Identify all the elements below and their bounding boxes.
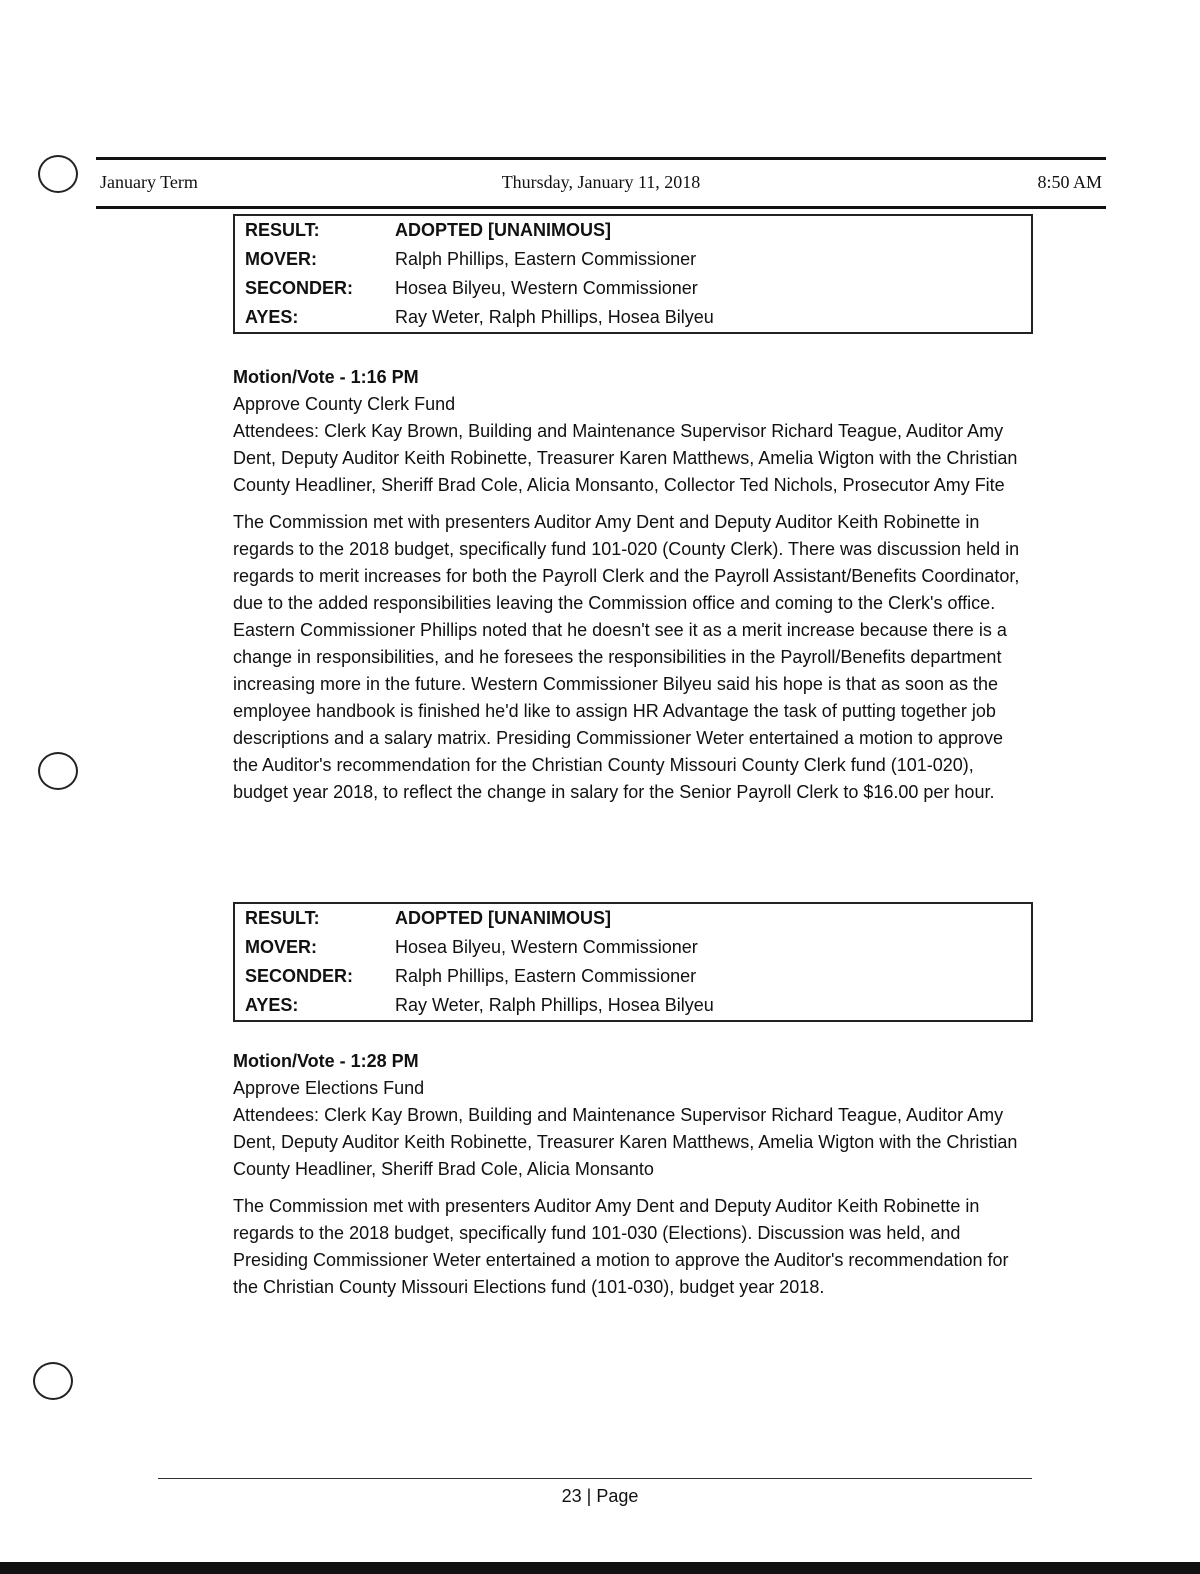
motion-body: The Commission met with presenters Auditor Amy Dent and Deputy Auditor Keith Robinette in regards to the 2018 budget, specifically fund 101-020 (County Clerk). There was discussion held in regards to merit increases for both the Payroll Clerk and the Payroll Assistant/Benefits Coordinator, due to the added responsibilities leaving the Commission office and coming to the Clerk's office. Eastern Commissioner Phillips noted that he doesn't see it as a merit increase because there is a change in responsibilities, and he foresees the responsibilities in the Payroll/Benefits department increasing more in the future. Western Commissioner Bilyeu said his hope is that as soon as the employee handbook is finished he'd like to assign HR Advantage the task of putting together job descriptions and a salary matrix. Presiding Commissioner Weter entertained a motion to approve the Auditor's recommendation for the Christian County Missouri County Clerk fund (101-020), budget year 2018, to reflect the change in salary for the Senior Payroll Clerk to $16.00 per hour. [233,512,1020,802]
vote-key: RESULT: [245,220,320,240]
vote-row-mover [235,245,1031,274]
vote-value: Hosea Bilyeu, Western Commissioner [395,278,698,298]
vote-row-result [235,216,1031,245]
vote-key: MOVER: [245,937,317,957]
vote-key: SECONDER: [245,966,354,986]
motion-attendees: Attendees: Clerk Kay Brown, Building and Maintenance Supervisor Richard Teague, Auditor Amy Dent, Deputy Auditor Keith Robinette, Treasurer Karen Matthews, Amelia Wigton with the Christian County Headliner, Sheriff Brad Cole, Alicia Monsanto, Collector Ted Nichols, Prosecutor Amy Fite [233,421,1018,495]
motion-title: Motion/Vote - 1:28 PM [233,1051,419,1071]
vote-row-result [235,904,1031,933]
vote-key: SECONDER: [245,278,354,298]
vote-value: Ray Weter, Ralph Phillips, Hosea Bilyeu [395,307,714,327]
vote-result-box-2 [233,902,1033,1022]
vote-row-mover [235,933,1031,962]
motion-title: Motion/Vote - 1:16 PM [233,367,419,387]
vote-row-seconder [235,274,1031,303]
header-time: 8:50 AM [1037,172,1102,192]
vote-key: AYES: [245,995,299,1015]
motion-subject: Approve Elections Fund [233,1078,425,1098]
motion-section-2 [233,1048,1033,1301]
vote-value: Ralph Phillips, Eastern Commissioner [395,249,697,269]
vote-value: ADOPTED [UNANIMOUS] [395,908,611,928]
vote-key: RESULT: [245,908,320,928]
scan-edge-bar [0,1562,1200,1574]
punch-hole-top [38,155,78,193]
vote-key: MOVER: [245,249,317,269]
page-header [96,157,1106,209]
motion-attendees: Attendees: Clerk Kay Brown, Building and Maintenance Supervisor Richard Teague, Auditor Amy Dent, Deputy Auditor Keith Robinette, Treasurer Karen Matthews, Amelia Wigton with the Christian County Headliner, Sheriff Brad Cole, Alicia Monsanto [233,1105,1018,1179]
page-number: 23 | Page [561,1486,639,1506]
vote-value: ADOPTED [UNANIMOUS] [395,220,611,240]
vote-value: Hosea Bilyeu, Western Commissioner [395,937,698,957]
punch-hole-middle [38,752,78,790]
vote-row-seconder [235,962,1031,991]
header-term: January Term [100,172,198,192]
header-date: Thursday, January 11, 2018 [501,172,701,192]
vote-row-ayes [235,303,1031,332]
motion-body: The Commission met with presenters Auditor Amy Dent and Deputy Auditor Keith Robinette in regards to the 2018 budget, specifically fund 101-030 (Elections). Discussion was held, and Presiding Commissioner Weter entertained a motion to approve the Auditor's recommendation for the Christian County Missouri Elections fund (101-030), budget year 2018. [233,1196,1009,1297]
vote-result-box-1 [233,214,1033,334]
motion-section-1 [233,364,1033,806]
vote-value: Ray Weter, Ralph Phillips, Hosea Bilyeu [395,995,714,1015]
footer-rule [158,1478,1032,1479]
vote-value: Ralph Phillips, Eastern Commissioner [395,966,697,986]
vote-row-ayes [235,991,1031,1020]
motion-subject: Approve County Clerk Fund [233,394,456,414]
punch-hole-bottom [33,1362,73,1400]
vote-key: AYES: [245,307,299,327]
